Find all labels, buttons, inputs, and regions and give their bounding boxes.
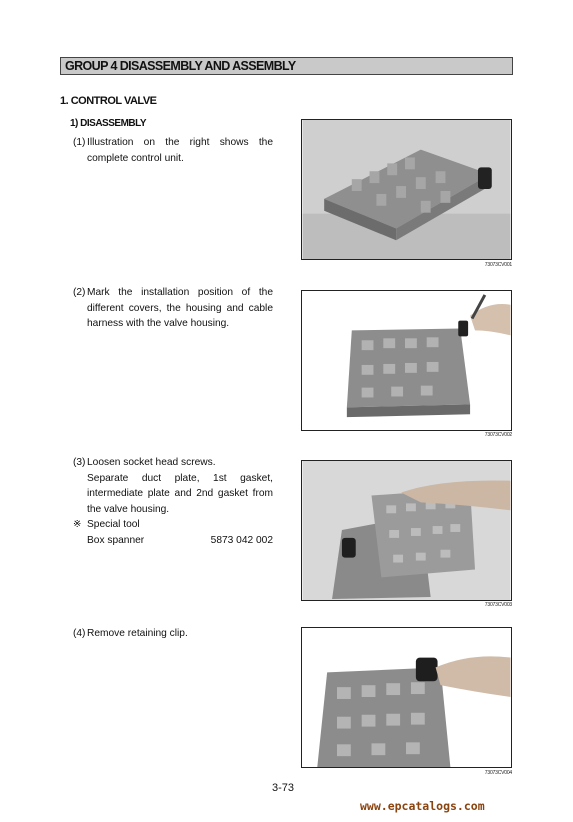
step-text: Loosen socket head screws. — [87, 457, 216, 468]
photo-marking — [301, 290, 512, 431]
photo-retaining-clip — [301, 627, 512, 768]
note-title: Special tool — [87, 519, 140, 530]
step-number: (4) — [73, 628, 86, 639]
step-text: the valve housing. — [87, 503, 170, 515]
section-title: 1. CONTROL VALVE — [60, 95, 157, 107]
figure-code: 73073CV001 — [484, 262, 512, 268]
loosen-screws-photo — [302, 461, 511, 600]
step-text: Separate duct plate, 1st gasket, — [87, 472, 273, 484]
figure-code: 73073CV004 — [484, 770, 512, 776]
subsection-title: 1) DISASSEMBLY — [70, 118, 146, 129]
step-text: Mark the installation position of the — [87, 287, 273, 298]
watermark: www.epcatalogs.com — [360, 799, 485, 813]
step-text: Remove retaining clip. — [87, 628, 188, 639]
step-text: different covers, the housing and cable — [87, 302, 273, 314]
photo-loosen-screws — [301, 460, 512, 601]
step-3 — [73, 455, 273, 548]
note-mark: ※ — [73, 519, 82, 530]
step-number: (1) — [73, 137, 86, 148]
step-text: complete control unit. — [87, 152, 184, 164]
step-number: (3) — [73, 457, 86, 468]
step-2 — [73, 285, 273, 332]
figure-code: 73073CV002 — [484, 432, 512, 438]
figure-code: 73073CV003 — [484, 602, 512, 608]
retaining-clip-photo — [302, 628, 511, 767]
step-text: harness with the valve housing. — [87, 318, 230, 329]
photo-control-unit — [301, 119, 512, 260]
step-1 — [73, 135, 273, 166]
step-number: (2) — [73, 287, 86, 298]
tool-part-number: 5873 042 002 — [210, 534, 273, 546]
step-text: Illustration on the right shows the — [87, 137, 273, 148]
group-title: GROUP 4 DISASSEMBLY AND ASSEMBLY — [60, 57, 513, 75]
step-4 — [73, 626, 273, 642]
step-text: intermediate plate and 2nd gasket from — [87, 488, 273, 499]
tool-row — [73, 533, 273, 549]
tool-name: Box spanner — [87, 534, 145, 546]
marking-photo — [302, 291, 511, 430]
special-tool-note — [73, 517, 273, 533]
control-unit-photo — [302, 120, 511, 259]
page-number: 3-73 — [272, 782, 295, 794]
